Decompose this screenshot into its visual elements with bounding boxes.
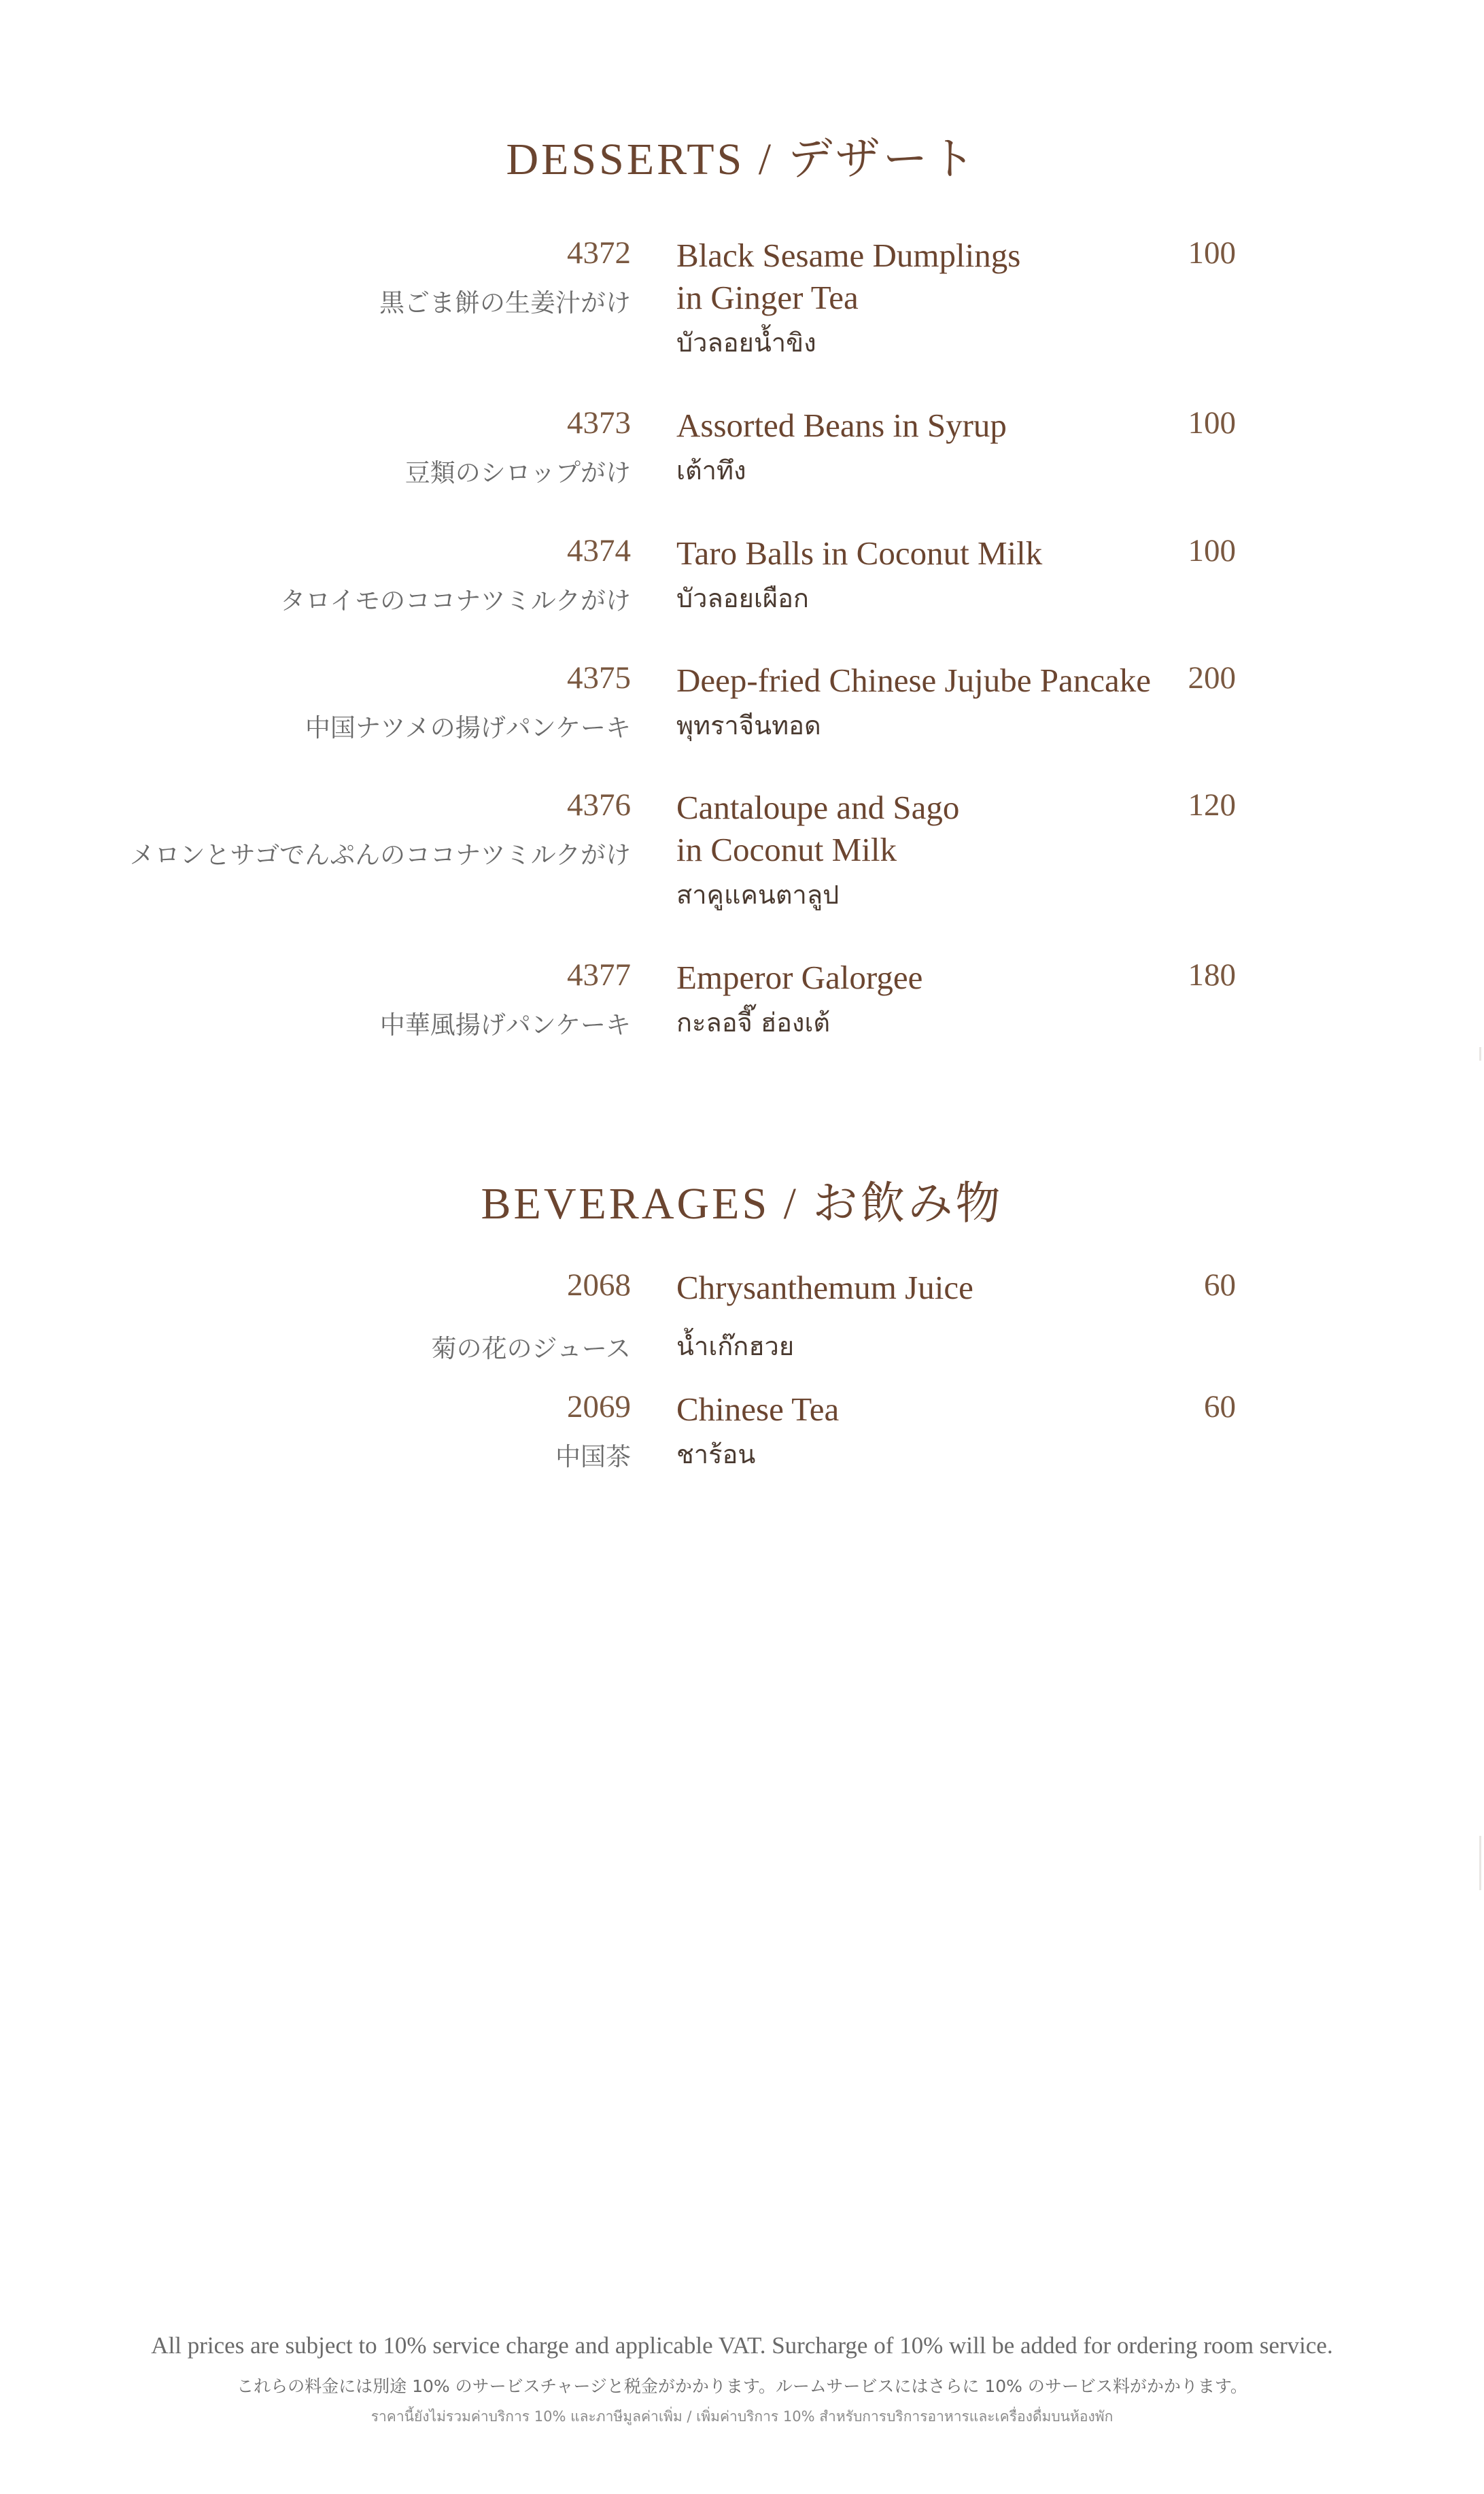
item-japanese-name: 豆類のシロップがけ bbox=[404, 458, 631, 488]
item-japanese-name: 中国ナツメの揚げパンケーキ bbox=[305, 713, 631, 742]
item-code: 4374 bbox=[567, 533, 631, 568]
item-code: 4375 bbox=[567, 660, 631, 696]
edge-mark bbox=[1479, 1047, 1481, 1061]
item-thai-name: ชาร้อน bbox=[676, 1439, 756, 1469]
item-code: 2069 bbox=[567, 1389, 631, 1424]
item-price: 200 bbox=[1188, 660, 1236, 696]
item-japanese-name: メロンとサゴでんぷんのココナツミルクがけ bbox=[129, 840, 631, 870]
item-price: 60 bbox=[1204, 1389, 1236, 1424]
item-japanese-name: タロイモのココナツミルクがけ bbox=[280, 586, 631, 615]
item-thai-name: น้ำเก๊กฮวย bbox=[676, 1331, 795, 1361]
item-code: 4373 bbox=[567, 405, 631, 441]
item-price: 180 bbox=[1188, 957, 1236, 993]
item-price: 100 bbox=[1188, 405, 1236, 441]
item-english-line: in Ginger Tea bbox=[676, 279, 859, 316]
item-japanese-name: 菊の花のジュース bbox=[431, 1334, 631, 1363]
item-english-name bbox=[676, 787, 959, 871]
item-code: 4376 bbox=[567, 787, 631, 823]
item-price: 120 bbox=[1188, 787, 1236, 823]
item-code: 4377 bbox=[567, 957, 631, 993]
item-english-line: Cantaloupe and Sago bbox=[676, 789, 960, 826]
footer-english-note: All prices are subject to 10% service charge and applicable VAT. Surcharge of 10% will be added for ordering room service. bbox=[151, 2332, 1333, 2359]
item-english-name: Emperor Galorgee bbox=[676, 959, 923, 996]
item-english-name bbox=[676, 235, 1020, 319]
beverages-title: BEVERAGES / お飲み物 bbox=[481, 1179, 1003, 1229]
edge-mark bbox=[1479, 1836, 1481, 1890]
item-thai-name: กะลอจี๊ ฮ่องเต้ bbox=[676, 1008, 831, 1038]
item-thai-name: พุทราจีนทอด bbox=[676, 711, 821, 740]
item-english-line: in Coconut Milk bbox=[676, 831, 897, 868]
item-english-name: Assorted Beans in Syrup bbox=[676, 407, 1007, 444]
item-japanese-name: 中華風揚げパンケーキ bbox=[379, 1010, 631, 1040]
item-thai-name: เต้าทึง bbox=[676, 456, 746, 485]
item-thai-name: สาคูแคนตาลูป bbox=[676, 880, 840, 910]
item-english-name: Taro Balls in Coconut Milk bbox=[676, 534, 1043, 572]
item-price: 60 bbox=[1204, 1267, 1236, 1303]
item-code: 2068 bbox=[567, 1267, 631, 1303]
item-price: 100 bbox=[1188, 235, 1236, 271]
item-english-name: Chrysanthemum Juice bbox=[676, 1269, 973, 1306]
footer-thai-note: ราคานี้ยังไม่รวมค่าบริการ 10% และภาษีมูลค่าเพิ่ม / เพิ่มค่าบริการ 10% สำหรับการบริการอาหารและเครื่องดื่มบนห้องพัก bbox=[370, 2408, 1114, 2425]
item-code: 4372 bbox=[567, 235, 631, 271]
item-thai-name: บัวลอยน้ำขิง bbox=[676, 328, 816, 358]
item-thai-name: บัวลอยเผือก bbox=[676, 583, 809, 613]
item-japanese-name: 黒ごま餅の生姜汁がけ bbox=[379, 288, 631, 318]
desserts-title: DESSERTS / デザート bbox=[506, 135, 978, 184]
item-english-name: Deep-fried Chinese Jujube Pancake bbox=[676, 662, 1151, 699]
item-english-line: Black Sesame Dumplings bbox=[676, 237, 1021, 274]
item-price: 100 bbox=[1188, 533, 1236, 568]
item-japanese-name: 中国茶 bbox=[555, 1442, 631, 1471]
item-english-name: Chinese Tea bbox=[676, 1390, 840, 1428]
footer-japanese-note: これらの料金には別途 10% のサービスチャージと税金がかかります。ルームサービスにはさらに 10% のサービス料がかかります。 bbox=[237, 2376, 1247, 2396]
